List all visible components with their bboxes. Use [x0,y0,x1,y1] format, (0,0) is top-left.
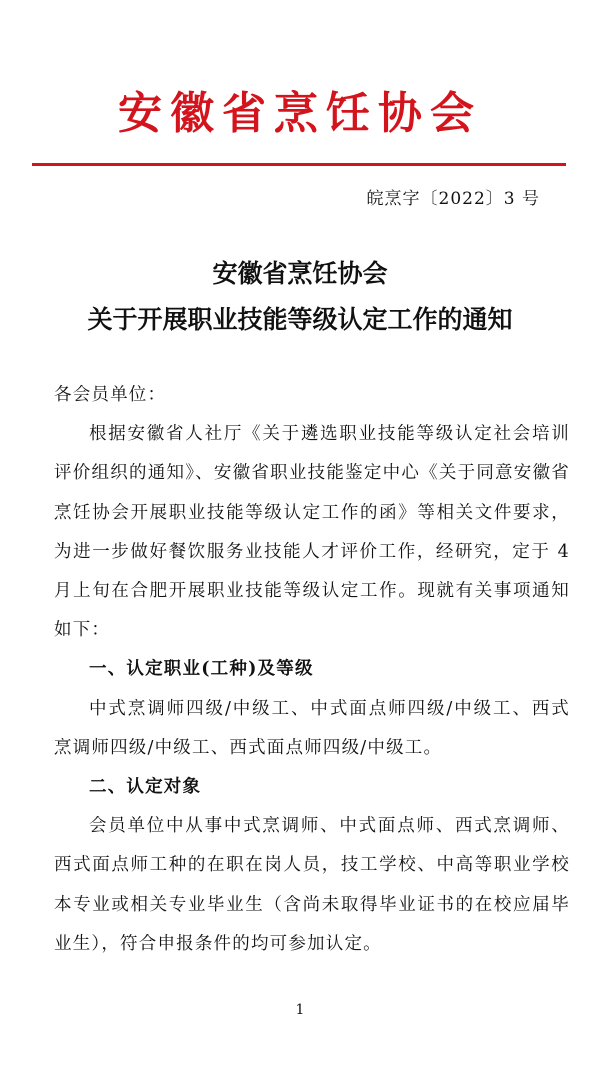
intro-paragraph: 根据安徽省人社厅《关于遴选职业技能等级认定社会培训评价组织的通知》、安徽省职业技能鉴定中心《关于同意安徽省烹饪协会开展职业技能等级认定工作的函》等相关文件要求，为进一步做好餐饮服务业技能人才评价工作，经研究，定于 4 月上旬在合肥开展职业技能等级认定工作。现就有关事项通知如下： [54,424,570,641]
section2-paragraph: 会员单位中从事中式烹调师、中式面点师、西式烹调师、西式面点师工种的在职在岗人员，技工学校、中高等职业学校本专业或相关专业毕业生（含尚未取得毕业证书的在校应届毕业生），符合申报条件的均可参加认定。 [54,816,570,954]
notice-title-line2: 关于开展职业技能等级认定工作的通知 [87,305,513,334]
notice-body [54,376,570,964]
section2-heading: 二、认定对象 [89,777,202,798]
page-number: 1 [295,1002,305,1018]
section1-heading: 一、认定职业(工种)及等级 [89,659,314,680]
salutation: 各会员单位： [54,385,167,405]
org-masthead: 安徽省烹饪协会 [118,88,482,139]
document-number: 皖烹字〔2022〕3 号 [366,189,540,209]
notice-title-line1: 安徽省烹饪协会 [212,259,388,288]
red-divider-line [32,163,566,166]
section1-paragraph: 中式烹调师四级/中级工、中式面点师四级/中级工、西式烹调师四级/中级工、西式面点师四级/中级工。 [54,698,570,758]
